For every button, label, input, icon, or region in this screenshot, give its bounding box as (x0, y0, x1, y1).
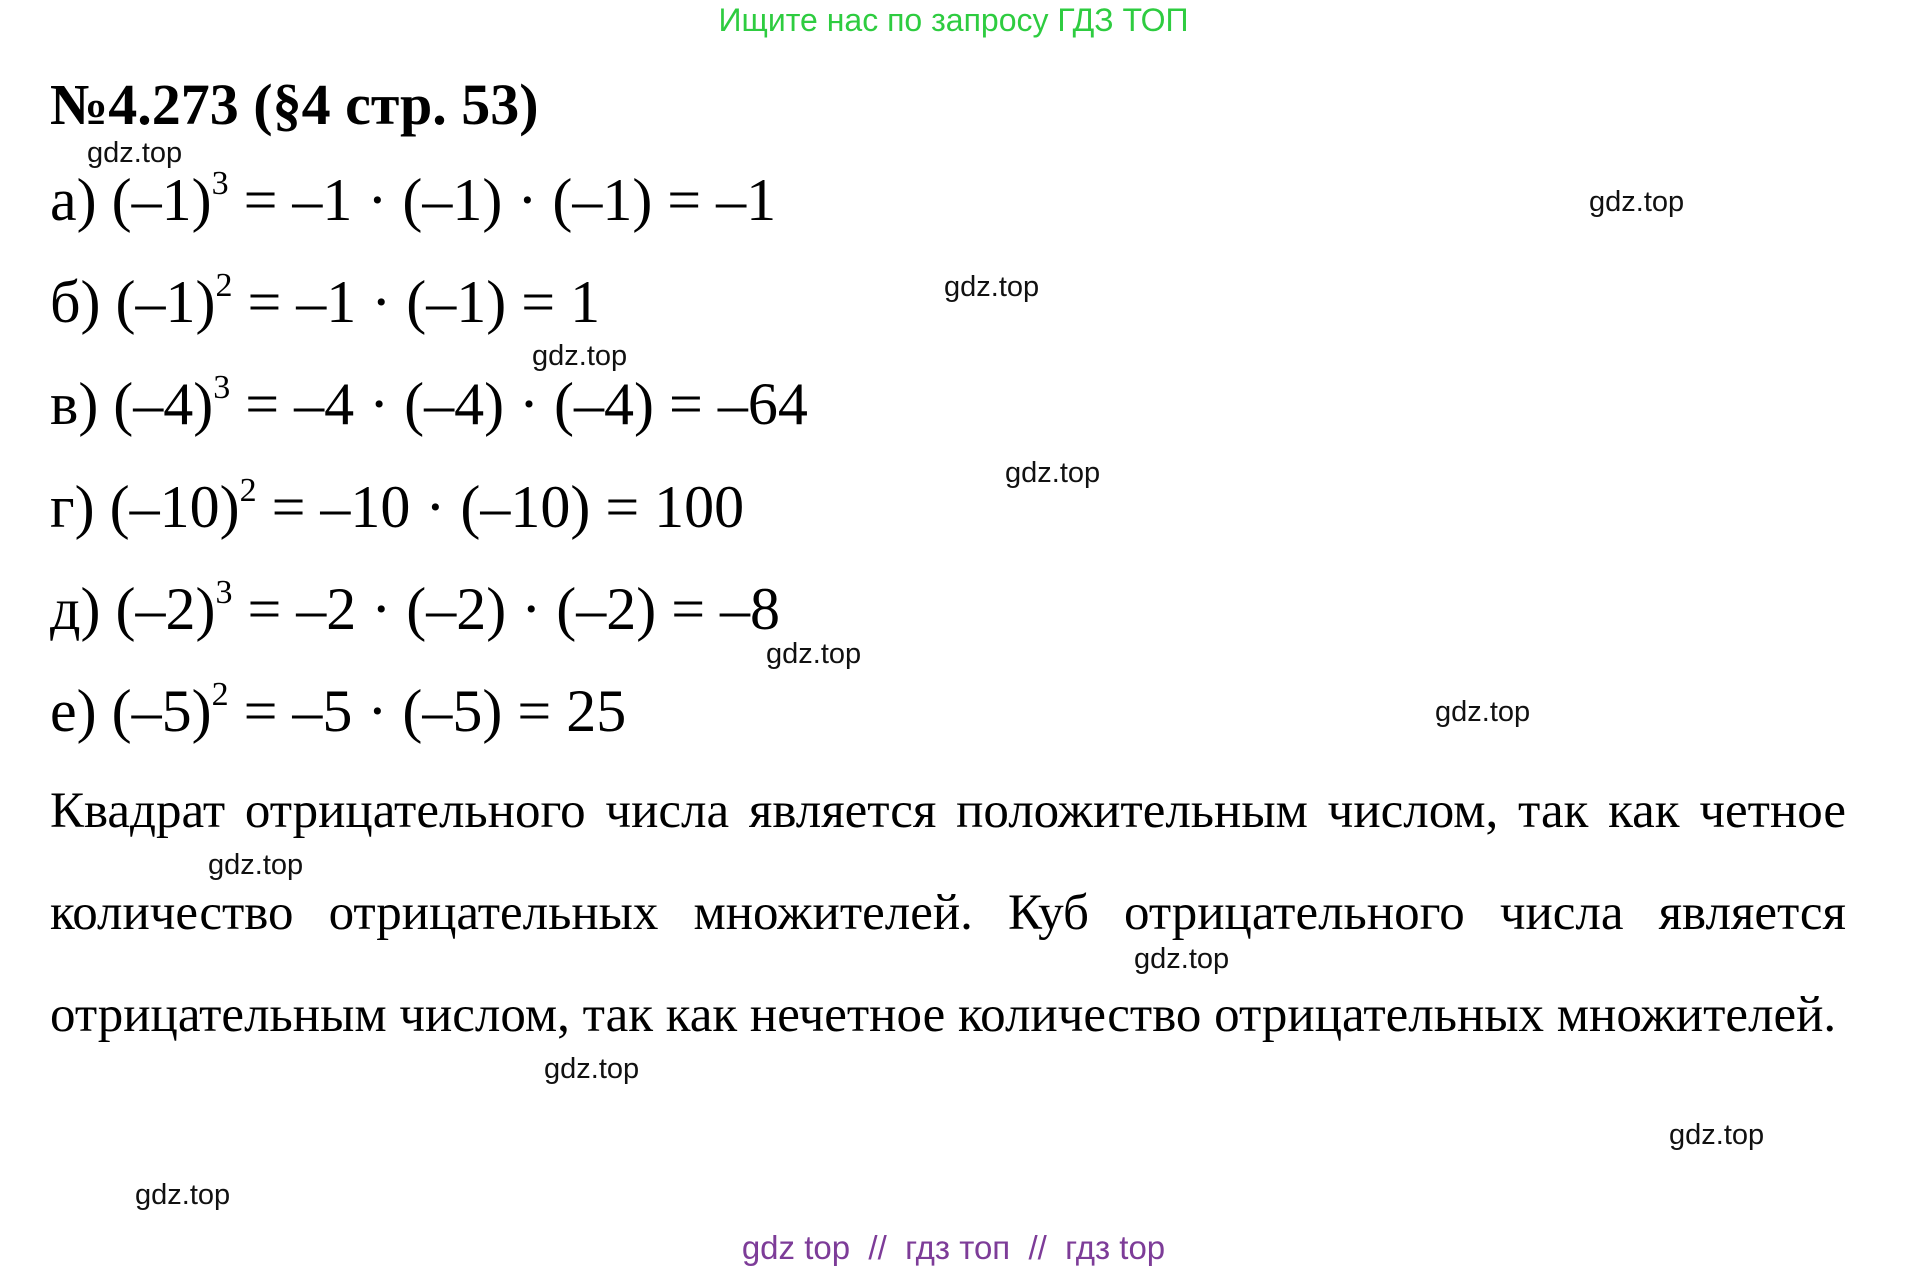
equation-result: = –10 · (–10) = 100 (256, 474, 745, 540)
watermark: gdz.top (766, 638, 862, 670)
equation-base: г) (–10) (50, 474, 240, 540)
equation-g (50, 472, 744, 542)
watermark: gdz.top (135, 1179, 231, 1211)
equation-d (50, 574, 780, 644)
equation-base: е) (–5) (50, 678, 212, 744)
equation-base: д) (–2) (50, 576, 216, 642)
equation-v (50, 369, 808, 439)
watermark: gdz.top (1669, 1119, 1765, 1151)
equation-base: б) (–1) (50, 269, 216, 335)
equation-result: = –4 · (–4) · (–4) = –64 (230, 371, 808, 437)
equation-result: = –1 · (–1) · (–1) = –1 (228, 167, 777, 233)
equation-exponent: 2 (239, 472, 257, 509)
watermark: gdz.top (1589, 186, 1685, 218)
equation-result: = –5 · (–5) = 25 (228, 678, 627, 744)
explanation-paragraph: Квадрат отрицательного числа является положительным числом, так как четное количество отрицательных множителей. Куб отрицательного числа является отрицательным числом, так как нечетное количество отрицательных множителей. (50, 783, 1846, 1043)
watermark: gdz.top (944, 271, 1040, 303)
equation-b (50, 267, 600, 337)
equation-base: в) (–4) (50, 371, 214, 437)
equation-a (50, 165, 776, 235)
watermark: gdz.top (208, 849, 304, 881)
equation-exponent: 2 (211, 676, 229, 713)
footer-tagline: gdz top // гдз топ // гдз top (741, 1229, 1166, 1266)
watermark: gdz.top (1435, 696, 1531, 728)
watermark: gdz.top (532, 340, 628, 372)
watermark: gdz.top (1134, 943, 1230, 975)
equation-exponent: 3 (213, 369, 231, 406)
equation-result: = –1 · (–1) = 1 (232, 269, 601, 335)
watermark: gdz.top (1005, 457, 1101, 489)
equation-result: = –2 · (–2) · (–2) = –8 (232, 576, 781, 642)
equation-exponent: 3 (215, 574, 233, 611)
equation-base: а) (–1) (50, 167, 212, 233)
watermark: gdz.top (544, 1053, 640, 1085)
equation-exponent: 2 (215, 267, 233, 304)
watermark: gdz.top (87, 137, 183, 169)
equation-exponent: 3 (211, 165, 229, 202)
equation-e (50, 676, 626, 746)
exercise-title: №4.273 (§4 стр. 53) (50, 72, 539, 137)
search-hint-banner: Ищите нас по запросу ГДЗ ТОП (718, 2, 1189, 38)
